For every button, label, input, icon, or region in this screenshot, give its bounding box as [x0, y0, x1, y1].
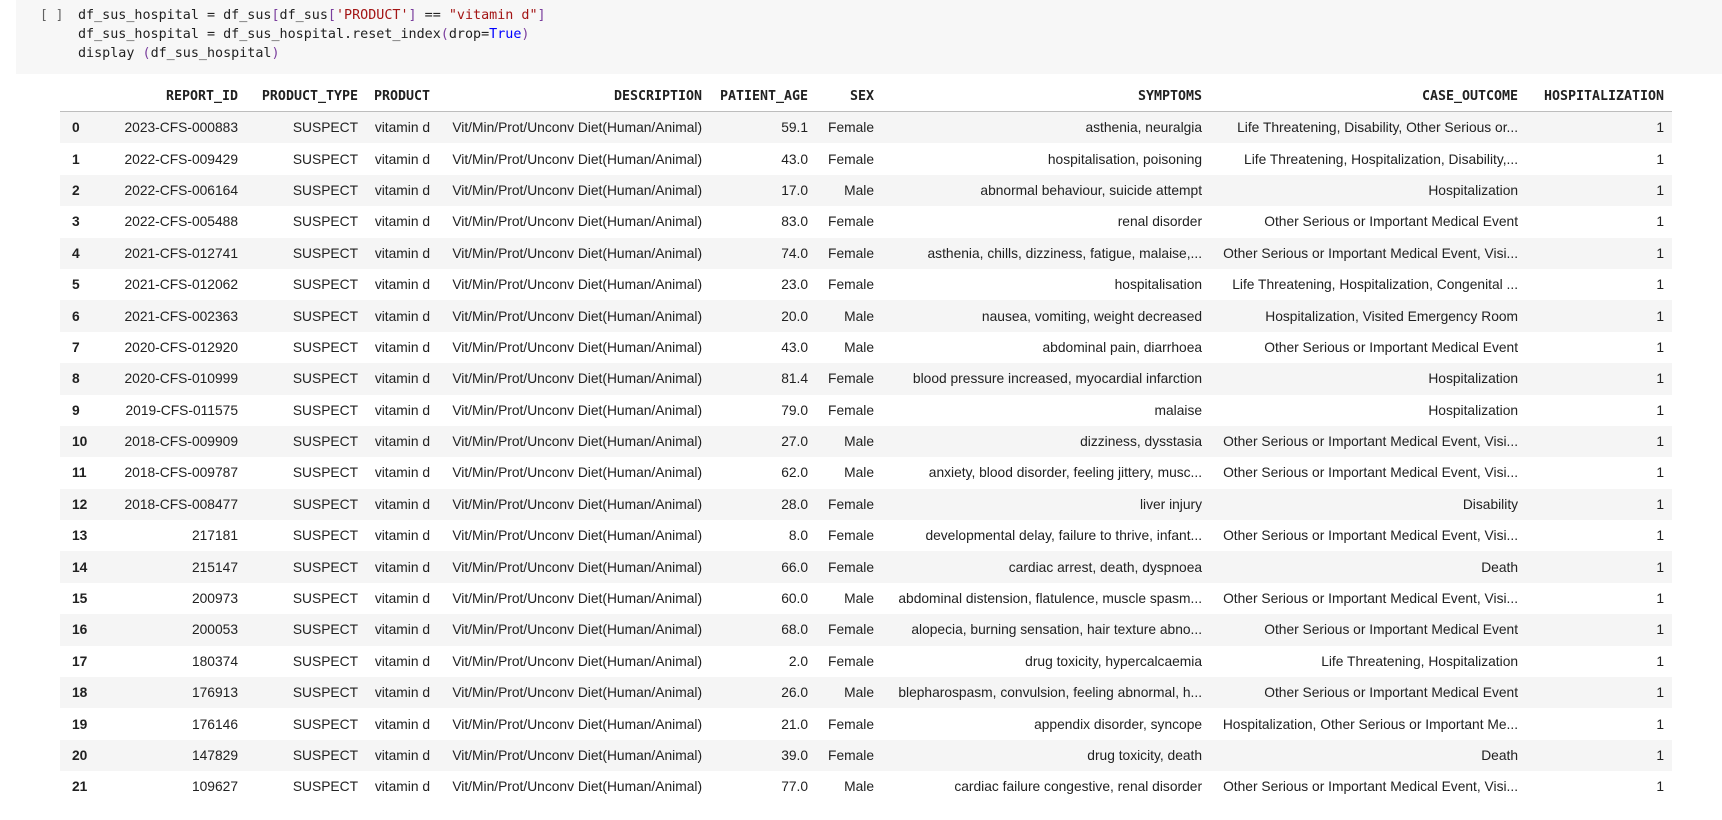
cell-product-type: SUSPECT: [292, 779, 358, 795]
execution-count[interactable]: [ ]: [40, 8, 64, 23]
cell-case-outcome: Other Serious or Important Medical Event, Visi...: [1223, 465, 1519, 481]
cell-symptoms: hospitalisation, poisoning: [1047, 151, 1203, 167]
cell-case-outcome: Death: [1481, 559, 1519, 575]
cell-hospitalization: 1: [1656, 151, 1665, 167]
cell-report-id: 2018-CFS-009787: [124, 465, 238, 481]
table-row: [60, 489, 1672, 520]
cell-report-id: 2022-CFS-005488: [124, 214, 238, 230]
table-row: [60, 771, 1672, 802]
column-header-patient-age: PATIENT_AGE: [710, 82, 816, 112]
row-index: 7: [72, 339, 80, 355]
row-index: 10: [72, 434, 88, 450]
cell-product-type: SUSPECT: [292, 308, 358, 324]
column-header-symptoms: SYMPTOMS: [882, 82, 1210, 112]
row-index: 16: [72, 622, 88, 638]
cell-sex: Female: [828, 748, 875, 763]
cell-patient-age: 23.0: [781, 277, 809, 293]
cell-patient-age: 2.0: [788, 653, 809, 669]
cell-hospitalization: 1: [1656, 716, 1665, 732]
table-row: [60, 300, 1672, 331]
cell-product: vitamin d: [374, 748, 431, 763]
cell-description: Vit/Min/Prot/Unconv Diet(Human/Animal): [452, 151, 703, 167]
cell-symptoms: nausea, vomiting, weight decreased: [981, 308, 1203, 324]
column-header-sex: SEX: [816, 82, 882, 112]
cell-sex: Female: [828, 559, 875, 575]
column-header-product: PRODUCT: [366, 82, 438, 112]
cell-patient-age: 28.0: [781, 496, 809, 512]
cell-description: Vit/Min/Prot/Unconv Diet(Human/Animal): [452, 277, 703, 293]
cell-hospitalization: 1: [1656, 528, 1665, 544]
cell-description: Vit/Min/Prot/Unconv Diet(Human/Animal): [452, 779, 703, 795]
cell-report-id: 217181: [191, 528, 238, 544]
cell-product: vitamin d: [374, 214, 431, 230]
cell-case-outcome: Other Serious or Important Medical Event: [1264, 685, 1519, 701]
cell-case-outcome: Other Serious or Important Medical Event, Visi...: [1223, 779, 1519, 795]
cell-sex: Female: [828, 214, 875, 230]
table-row: [60, 363, 1672, 394]
cell-case-outcome: Hospitalization: [1428, 182, 1519, 198]
cell-description: Vit/Min/Prot/Unconv Diet(Human/Animal): [452, 371, 703, 387]
cell-hospitalization: 1: [1656, 779, 1665, 795]
row-index: 9: [72, 402, 80, 418]
column-header-hospitalization: HOSPITALIZATION: [1526, 82, 1672, 112]
code-line-2: df_sus_hospital = df_sus_hospital.reset_index(drop=True): [78, 27, 530, 42]
cell-product-type: SUSPECT: [292, 434, 358, 450]
row-index: 1: [72, 151, 80, 167]
cell-symptoms: abdominal pain, diarrhoea: [1042, 339, 1203, 355]
cell-description: Vit/Min/Prot/Unconv Diet(Human/Animal): [452, 559, 703, 575]
cell-product: vitamin d: [374, 465, 431, 481]
table-row: [60, 583, 1672, 614]
cell-sex: Female: [828, 151, 875, 167]
cell-patient-age: 79.0: [781, 402, 809, 418]
cell-report-id: 2018-CFS-009909: [124, 434, 238, 450]
cell-hospitalization: 1: [1656, 214, 1665, 230]
cell-sex: Female: [828, 716, 875, 732]
cell-description: Vit/Min/Prot/Unconv Diet(Human/Animal): [452, 245, 703, 261]
table-row: [60, 740, 1672, 771]
cell-report-id: 2019-CFS-011575: [125, 402, 238, 418]
cell-product: vitamin d: [374, 151, 431, 167]
table-row: [60, 395, 1672, 426]
table-row: [60, 457, 1672, 488]
cell-hospitalization: 1: [1656, 245, 1665, 261]
cell-patient-age: 26.0: [781, 685, 809, 701]
cell-product: vitamin d: [374, 339, 431, 355]
cell-report-id: 215147: [191, 559, 238, 575]
cell-hospitalization: 1: [1656, 622, 1665, 638]
cell-product-type: SUSPECT: [292, 151, 358, 167]
cell-report-id: 2023-CFS-000883: [124, 120, 238, 136]
cell-hospitalization: 1: [1656, 182, 1665, 198]
cell-symptoms: asthenia, chills, dizziness, fatigue, malaise,...: [927, 245, 1203, 261]
row-index: 13: [72, 528, 88, 544]
row-index: 11: [72, 465, 87, 481]
row-index: 14: [72, 559, 88, 575]
code-line-3: display (df_sus_hospital): [78, 46, 280, 61]
row-index: 21: [72, 779, 88, 795]
cell-sex: Male: [844, 434, 875, 450]
row-index: 19: [72, 716, 88, 732]
cell-report-id: 2022-CFS-009429: [124, 151, 238, 167]
cell-patient-age: 68.0: [781, 622, 809, 638]
cell-product: vitamin d: [374, 622, 431, 638]
cell-patient-age: 66.0: [781, 559, 809, 575]
table-row: [60, 614, 1672, 645]
cell-product-type: SUSPECT: [292, 120, 358, 136]
cell-product: vitamin d: [374, 182, 431, 198]
table-row: [60, 426, 1672, 457]
cell-report-id: 200973: [191, 591, 238, 607]
cell-product: vitamin d: [374, 685, 431, 701]
cell-hospitalization: 1: [1656, 371, 1665, 387]
cell-sex: Female: [828, 120, 875, 136]
cell-symptoms: abdominal distension, flatulence, muscle spasm...: [898, 591, 1203, 607]
cell-hospitalization: 1: [1656, 748, 1665, 763]
row-index: 0: [72, 120, 80, 136]
cell-symptoms: drug toxicity, death: [1087, 748, 1203, 763]
table-row: [60, 646, 1672, 677]
cell-case-outcome: Hospitalization: [1428, 402, 1519, 418]
row-index: 4: [72, 245, 80, 261]
cell-sex: Male: [844, 308, 875, 324]
cell-description: Vit/Min/Prot/Unconv Diet(Human/Animal): [452, 434, 703, 450]
cell-product-type: SUSPECT: [292, 277, 358, 293]
cell-product-type: SUSPECT: [292, 214, 358, 230]
cell-product: vitamin d: [374, 402, 431, 418]
cell-product: vitamin d: [374, 308, 431, 324]
cell-product-type: SUSPECT: [292, 622, 358, 638]
cell-symptoms: appendix disorder, syncope: [1034, 716, 1203, 732]
cell-product-type: SUSPECT: [292, 465, 358, 481]
cell-description: Vit/Min/Prot/Unconv Diet(Human/Animal): [452, 716, 703, 732]
cell-product: vitamin d: [374, 434, 431, 450]
cell-case-outcome: Life Threatening, Hospitalization, Disability,...: [1244, 151, 1519, 167]
cell-description: Vit/Min/Prot/Unconv Diet(Human/Animal): [452, 120, 703, 136]
cell-report-id: 109627: [191, 779, 238, 795]
cell-hospitalization: 1: [1656, 465, 1665, 481]
cell-description: Vit/Min/Prot/Unconv Diet(Human/Animal): [452, 339, 703, 355]
cell-product-type: SUSPECT: [292, 716, 358, 732]
cell-product-type: SUSPECT: [292, 339, 358, 355]
cell-symptoms: developmental delay, failure to thrive, infant...: [925, 528, 1203, 544]
cell-symptoms: drug toxicity, hypercalcaemia: [1025, 653, 1203, 669]
cell-sex: Female: [828, 653, 875, 669]
column-header-description: DESCRIPTION: [438, 82, 710, 112]
cell-product-type: SUSPECT: [292, 653, 358, 669]
cell-product: vitamin d: [374, 120, 431, 136]
cell-case-outcome: Other Serious or Important Medical Event, Visi...: [1223, 591, 1519, 607]
cell-hospitalization: 1: [1656, 402, 1665, 418]
cell-description: Vit/Min/Prot/Unconv Diet(Human/Animal): [452, 214, 703, 230]
cell-patient-age: 77.0: [781, 779, 809, 795]
index-header: [60, 82, 108, 112]
table-row: [60, 175, 1672, 206]
cell-description: Vit/Min/Prot/Unconv Diet(Human/Animal): [452, 748, 703, 763]
cell-symptoms: dizziness, dysstasia: [1080, 434, 1203, 450]
cell-description: Vit/Min/Prot/Unconv Diet(Human/Animal): [452, 653, 703, 669]
cell-product: vitamin d: [374, 591, 431, 607]
cell-symptoms: malaise: [1154, 402, 1203, 418]
cell-case-outcome: Other Serious or Important Medical Event, Visi...: [1223, 528, 1519, 544]
cell-sex: Male: [844, 591, 875, 607]
cell-product: vitamin d: [374, 779, 431, 795]
cell-symptoms: cardiac failure congestive, renal disorder: [954, 779, 1203, 795]
cell-case-outcome: Other Serious or Important Medical Event: [1264, 214, 1519, 230]
cell-product: vitamin d: [374, 496, 431, 512]
row-index: 8: [72, 371, 80, 387]
cell-case-outcome: Other Serious or Important Medical Event, Visi...: [1223, 434, 1519, 450]
cell-description: Vit/Min/Prot/Unconv Diet(Human/Animal): [452, 528, 703, 544]
row-index: 20: [72, 748, 88, 763]
row-index: 15: [72, 591, 88, 607]
table-row: [60, 269, 1672, 300]
cell-hospitalization: 1: [1656, 308, 1665, 324]
cell-product-type: SUSPECT: [292, 591, 358, 607]
cell-case-outcome: Life Threatening, Hospitalization, Congenital ...: [1232, 277, 1519, 293]
cell-sex: Female: [828, 402, 875, 418]
cell-symptoms: blepharospasm, convulsion, feeling abnormal, h...: [898, 685, 1203, 701]
cell-sex: Female: [828, 371, 875, 387]
table-row: [60, 238, 1672, 269]
cell-report-id: 2021-CFS-002363: [124, 308, 238, 324]
cell-symptoms: asthenia, neuralgia: [1085, 120, 1203, 136]
cell-symptoms: alopecia, burning sensation, hair texture abno...: [911, 622, 1203, 638]
cell-report-id: 2020-CFS-010999: [124, 371, 238, 387]
cell-product-type: SUSPECT: [292, 371, 358, 387]
cell-hospitalization: 1: [1656, 653, 1665, 669]
cell-case-outcome: Other Serious or Important Medical Event: [1264, 339, 1519, 355]
cell-patient-age: 60.0: [781, 591, 809, 607]
cell-symptoms: cardiac arrest, death, dyspnoea: [1008, 559, 1203, 575]
cell-patient-age: 21.0: [781, 716, 809, 732]
row-index: 2: [72, 182, 80, 198]
cell-case-outcome: Other Serious or Important Medical Event, Visi...: [1223, 245, 1519, 261]
row-index: 18: [72, 685, 88, 701]
cell-sex: Male: [844, 465, 875, 481]
cell-symptoms: hospitalisation: [1114, 277, 1203, 293]
table-row: [60, 332, 1672, 363]
cell-symptoms: blood pressure increased, myocardial infarction: [912, 371, 1203, 387]
table-row: [60, 520, 1672, 551]
row-index: 6: [72, 308, 80, 324]
cell-sex: Female: [828, 528, 875, 544]
cell-symptoms: liver injury: [1139, 496, 1203, 512]
cell-hospitalization: 1: [1656, 339, 1665, 355]
cell-product: vitamin d: [374, 528, 431, 544]
cell-product-type: SUSPECT: [292, 685, 358, 701]
row-index: 12: [72, 496, 88, 512]
cell-case-outcome: Life Threatening, Hospitalization: [1321, 653, 1519, 669]
code-cell[interactable]: [16, 0, 1722, 74]
cell-patient-age: 20.0: [781, 308, 809, 324]
cell-hospitalization: 1: [1656, 120, 1665, 136]
cell-product-type: SUSPECT: [292, 748, 358, 763]
cell-sex: Male: [844, 779, 875, 795]
cell-patient-age: 83.0: [781, 214, 809, 230]
cell-product-type: SUSPECT: [292, 559, 358, 575]
cell-product: vitamin d: [374, 653, 431, 669]
cell-symptoms: abnormal behaviour, suicide attempt: [980, 182, 1203, 198]
cell-case-outcome: Life Threatening, Disability, Other Serious or...: [1237, 120, 1519, 136]
cell-product: vitamin d: [374, 245, 431, 261]
row-index: 17: [72, 653, 88, 669]
cell-product: vitamin d: [374, 716, 431, 732]
row-index: 5: [72, 277, 80, 293]
cell-product-type: SUSPECT: [292, 496, 358, 512]
cell-description: Vit/Min/Prot/Unconv Diet(Human/Animal): [452, 622, 703, 638]
cell-description: Vit/Min/Prot/Unconv Diet(Human/Animal): [452, 685, 703, 701]
cell-product-type: SUSPECT: [292, 402, 358, 418]
cell-patient-age: 74.0: [781, 245, 809, 261]
cell-product-type: SUSPECT: [292, 528, 358, 544]
cell-case-outcome: Hospitalization, Other Serious or Important Me...: [1222, 716, 1519, 732]
cell-symptoms: anxiety, blood disorder, feeling jittery, musc...: [928, 465, 1203, 481]
cell-sex: Female: [828, 496, 875, 512]
cell-report-id: 200053: [191, 622, 238, 638]
row-index: 3: [72, 214, 80, 230]
code-editor[interactable]: [78, 6, 546, 63]
cell-description: Vit/Min/Prot/Unconv Diet(Human/Animal): [452, 402, 703, 418]
table-row: [60, 112, 1672, 144]
table-row: [60, 677, 1672, 708]
cell-product: vitamin d: [374, 559, 431, 575]
cell-patient-age: 43.0: [781, 151, 809, 167]
table-row: [60, 708, 1672, 739]
cell-hospitalization: 1: [1656, 591, 1665, 607]
cell-case-outcome: Other Serious or Important Medical Event: [1264, 622, 1519, 638]
cell-product-type: SUSPECT: [292, 245, 358, 261]
cell-description: Vit/Min/Prot/Unconv Diet(Human/Animal): [452, 308, 703, 324]
cell-description: Vit/Min/Prot/Unconv Diet(Human/Animal): [452, 465, 703, 481]
cell-product: vitamin d: [374, 277, 431, 293]
cell-patient-age: 81.4: [781, 371, 809, 387]
cell-hospitalization: 1: [1656, 277, 1665, 293]
cell-report-id: 2021-CFS-012741: [124, 245, 238, 261]
cell-patient-age: 43.0: [781, 339, 809, 355]
code-line-1: df_sus_hospital = df_sus[df_sus['PRODUCT'] == "vitamin d"]: [78, 8, 546, 23]
column-header-report-id: REPORT_ID: [108, 82, 246, 112]
cell-sex: Female: [828, 245, 875, 261]
cell-product-type: SUSPECT: [292, 182, 358, 198]
cell-case-outcome: Hospitalization: [1428, 371, 1519, 387]
cell-description: Vit/Min/Prot/Unconv Diet(Human/Animal): [452, 591, 703, 607]
cell-product: vitamin d: [374, 371, 431, 387]
cell-case-outcome: Death: [1481, 748, 1519, 763]
cell-sex: Male: [844, 339, 875, 355]
cell-sex: Male: [844, 685, 875, 701]
cell-report-id: 147829: [191, 748, 238, 763]
cell-report-id: 2022-CFS-006164: [124, 182, 238, 198]
table-row: [60, 551, 1672, 582]
cell-symptoms: renal disorder: [1117, 214, 1203, 230]
cell-patient-age: 17.0: [781, 182, 809, 198]
cell-sex: Female: [828, 277, 875, 293]
cell-patient-age: 59.1: [781, 120, 809, 136]
cell-report-id: 2018-CFS-008477: [124, 496, 238, 512]
cell-report-id: 176913: [191, 685, 238, 701]
cell-hospitalization: 1: [1656, 434, 1665, 450]
column-header-product-type: PRODUCT_TYPE: [246, 82, 366, 112]
cell-report-id: 2020-CFS-012920: [124, 339, 238, 355]
cell-case-outcome: Hospitalization, Visited Emergency Room: [1265, 308, 1519, 324]
cell-description: Vit/Min/Prot/Unconv Diet(Human/Animal): [452, 182, 703, 198]
cell-report-id: 176146: [191, 716, 238, 732]
cell-patient-age: 62.0: [781, 465, 809, 481]
cell-patient-age: 39.0: [781, 748, 809, 763]
cell-sex: Female: [828, 622, 875, 638]
cell-description: Vit/Min/Prot/Unconv Diet(Human/Animal): [452, 496, 703, 512]
column-header-case-outcome: CASE_OUTCOME: [1210, 82, 1526, 112]
cell-hospitalization: 1: [1656, 685, 1665, 701]
cell-hospitalization: 1: [1656, 496, 1665, 512]
cell-patient-age: 8.0: [788, 528, 809, 544]
cell-output: [60, 82, 1672, 803]
cell-hospitalization: 1: [1656, 559, 1665, 575]
cell-case-outcome: Disability: [1462, 496, 1519, 512]
table-row: [60, 143, 1672, 174]
cell-patient-age: 27.0: [781, 434, 809, 450]
cell-sex: Male: [844, 182, 875, 198]
dataframe-table: [60, 82, 1672, 803]
table-row: [60, 206, 1672, 237]
cell-report-id: 2021-CFS-012062: [124, 277, 238, 293]
cell-report-id: 180374: [191, 653, 238, 669]
